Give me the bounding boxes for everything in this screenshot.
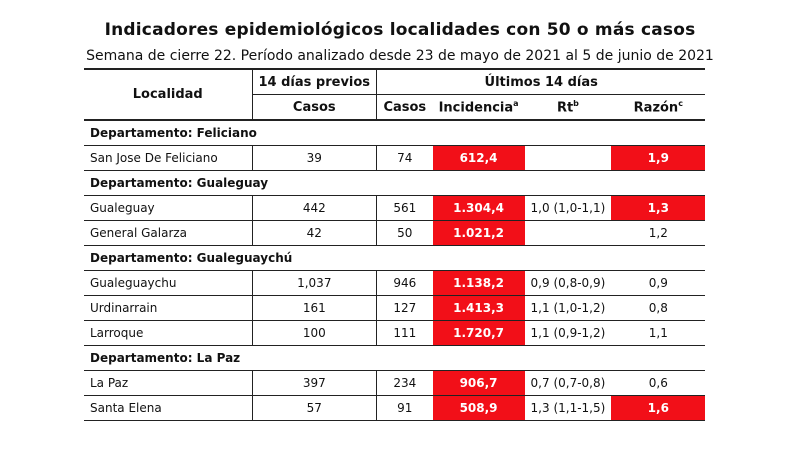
department-row — [84, 120, 705, 146]
header-casos: Casos — [377, 95, 433, 121]
header-razon-label: Razón — [633, 100, 679, 116]
cell-localidad: Larroque — [84, 321, 252, 346]
header-ultimos-14-dias: Últimos 14 días — [377, 69, 706, 95]
cell-casos: 91 — [377, 396, 433, 421]
cell-localidad: Gualeguaychu — [84, 271, 252, 296]
cell-razon: 0,9 — [611, 271, 705, 296]
header-rt-label: Rt — [556, 100, 574, 116]
cell-casos-previos: 57 — [252, 396, 377, 421]
indicators-table — [84, 68, 705, 421]
cell-casos-previos: 42 — [252, 221, 377, 246]
cell-incidencia: 612,4 — [433, 146, 525, 171]
cell-localidad: General Galarza — [84, 221, 252, 246]
cell-incidencia: 1.413,3 — [433, 296, 525, 321]
cell-casos: 127 — [377, 296, 433, 321]
table-row — [84, 371, 705, 396]
cell-incidencia: 1.720,7 — [433, 321, 525, 346]
cell-incidencia: 1.138,2 — [433, 271, 525, 296]
table-row — [84, 396, 705, 421]
cell-casos-previos: 100 — [252, 321, 377, 346]
cell-localidad: San Jose De Feliciano — [84, 146, 252, 171]
department-row — [84, 346, 705, 371]
cell-rt: 0,7 (0,7-0,8) — [525, 371, 612, 396]
header-casos-previos: Casos — [252, 95, 377, 121]
table-row — [84, 196, 705, 221]
cell-casos-previos: 161 — [252, 296, 377, 321]
cell-incidencia: 1.304,4 — [433, 196, 525, 221]
cell-localidad: Urdinarrain — [84, 296, 252, 321]
department-name: Departamento: Gualeguaychú — [84, 246, 705, 271]
cell-casos-previos: 1,037 — [252, 271, 377, 296]
cell-incidencia: 1.021,2 — [433, 221, 525, 246]
cell-incidencia: 508,9 — [433, 396, 525, 421]
cell-rt: 1,3 (1,1-1,5) — [525, 396, 612, 421]
cell-rt: 1,1 (0,9-1,2) — [525, 321, 612, 346]
page-subtitle: Semana de cierre 22. Período analizado desde 23 de mayo de 2021 al 5 de junio de 2021 — [86, 48, 714, 64]
cell-casos-previos: 39 — [252, 146, 377, 171]
cell-razon: 1,1 — [611, 321, 705, 346]
cell-razon: 1,9 — [611, 146, 705, 171]
cell-razon: 1,6 — [611, 396, 705, 421]
department-row — [84, 171, 705, 196]
cell-rt: 1,0 (1,0-1,1) — [525, 196, 612, 221]
header-rt-footnote: b — [573, 98, 579, 108]
cell-localidad: Gualeguay — [84, 196, 252, 221]
table-row — [84, 146, 705, 171]
cell-razon: 1,3 — [611, 196, 705, 221]
cell-razon: 0,6 — [611, 371, 705, 396]
cell-rt — [525, 221, 612, 246]
page-title: Indicadores epidemiológicos localidades con 50 o más casos — [104, 20, 696, 40]
cell-casos-previos: 442 — [252, 196, 377, 221]
cell-razon: 1,2 — [611, 221, 705, 246]
header-razon — [611, 95, 705, 121]
cell-rt — [525, 146, 612, 171]
header-razon-footnote: c — [678, 98, 683, 108]
cell-razon: 0,8 — [611, 296, 705, 321]
cell-localidad: La Paz — [84, 371, 252, 396]
header-incidencia — [433, 95, 525, 121]
cell-casos: 111 — [377, 321, 433, 346]
header-incidencia-footnote: a — [513, 98, 519, 108]
cell-casos: 946 — [377, 271, 433, 296]
header-rt — [525, 95, 612, 121]
table-row — [84, 321, 705, 346]
table-row — [84, 296, 705, 321]
table-row — [84, 271, 705, 296]
table-body — [84, 120, 705, 421]
header-incidencia-label: Incidencia — [438, 100, 514, 116]
cell-rt: 1,1 (1,0-1,2) — [525, 296, 612, 321]
table-row — [84, 221, 705, 246]
cell-rt: 0,9 (0,8-0,9) — [525, 271, 612, 296]
cell-casos: 50 — [377, 221, 433, 246]
department-name: Departamento: Feliciano — [84, 120, 705, 146]
cell-casos: 561 — [377, 196, 433, 221]
cell-casos: 74 — [377, 146, 433, 171]
header-localidad: Localidad — [84, 69, 252, 120]
department-name: Departamento: Gualeguay — [84, 171, 705, 196]
cell-casos: 234 — [377, 371, 433, 396]
header-14-dias-previos: 14 días previos — [252, 69, 377, 95]
cell-casos-previos: 397 — [252, 371, 377, 396]
department-row — [84, 246, 705, 271]
cell-localidad: Santa Elena — [84, 396, 252, 421]
cell-incidencia: 906,7 — [433, 371, 525, 396]
department-name: Departamento: La Paz — [84, 346, 705, 371]
